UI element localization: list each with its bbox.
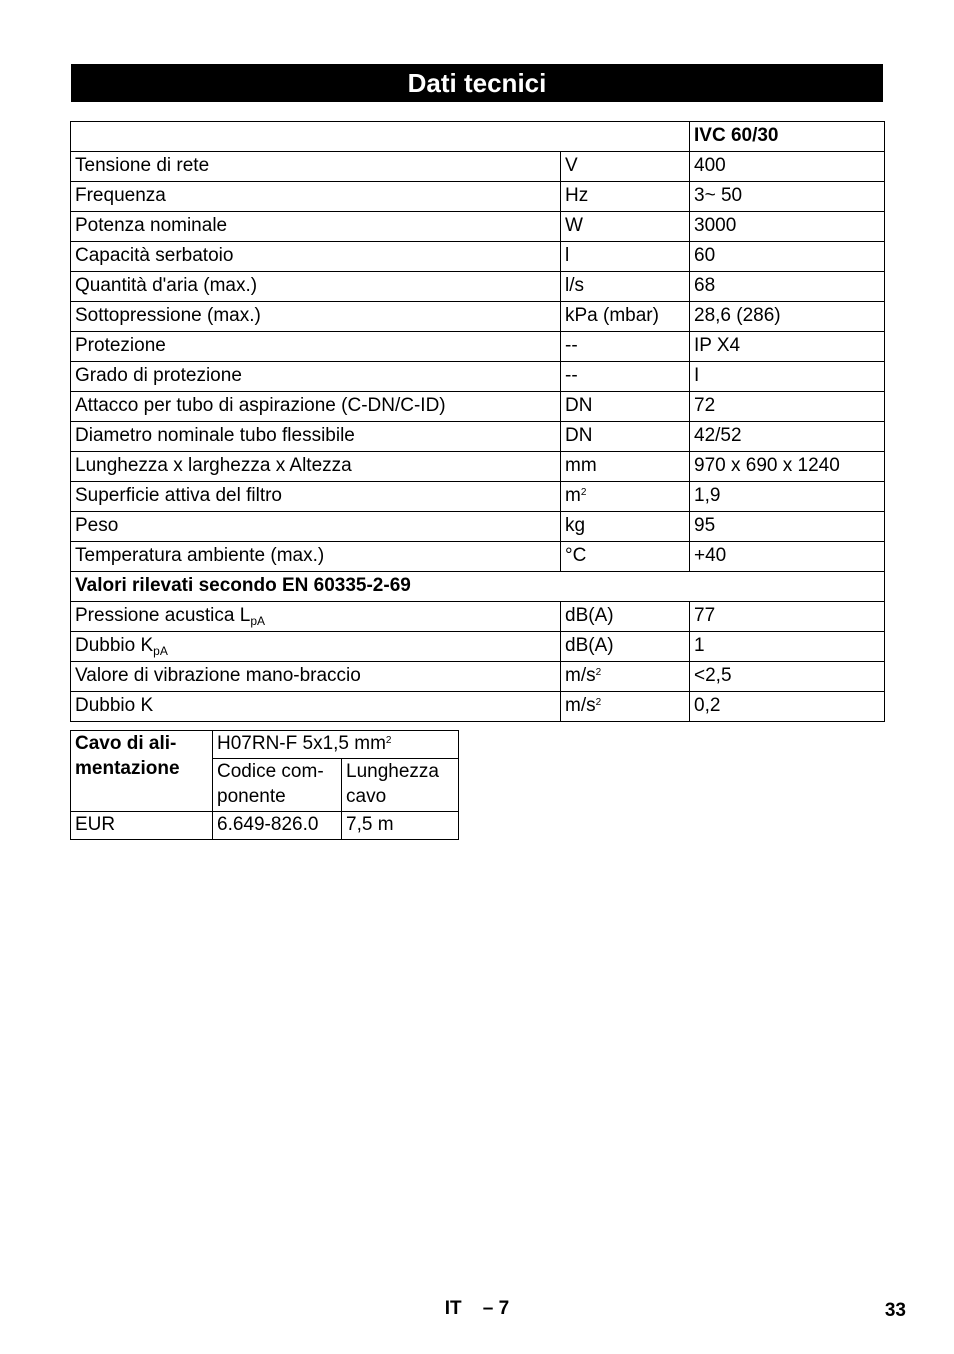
spec-unit: DN [561, 422, 690, 452]
spec-unit: -- [561, 362, 690, 392]
spec-label: Sottopressione (max.) [71, 302, 561, 332]
spec-value: +40 [690, 542, 885, 572]
power-cable-table [70, 730, 459, 840]
spec-label: Frequenza [71, 182, 561, 212]
header-empty-cell [71, 122, 690, 152]
technical-data-table [70, 121, 885, 722]
col-code-header: Codice com-ponente [213, 759, 342, 812]
spec-value: 28,6 (286) [690, 302, 885, 332]
table-row [71, 452, 885, 482]
spec-label: Attacco per tubo di aspirazione (C-DN/C-ID) [71, 392, 561, 422]
spec-unit: °C [561, 542, 690, 572]
spec-unit: kPa (mbar) [561, 302, 690, 332]
table-row [71, 332, 885, 362]
spec-unit: $m/s^2$ [561, 662, 690, 692]
spec-value: 3000 [690, 212, 885, 242]
spec-unit: l/s [561, 272, 690, 302]
spec-label: Dubbio $K_{pA}$ [71, 632, 561, 662]
spec-unit: $m^2$ [561, 482, 690, 512]
spec-label: Grado di protezione [71, 362, 561, 392]
spec-label: Diametro nominale tubo flessibile [71, 422, 561, 452]
footer-section [0, 1298, 954, 1320]
spec-label: Protezione [71, 332, 561, 362]
spec-unit: -- [561, 332, 690, 362]
spec-label: Potenza nominale [71, 212, 561, 242]
table-row [71, 242, 885, 272]
spec-unit: V [561, 152, 690, 182]
spec-label: Pressione acustica $L_{pA}$ [71, 602, 561, 632]
table-header-row [71, 122, 885, 152]
table-row [71, 152, 885, 182]
spec-label: Capacità serbatoio [71, 242, 561, 272]
table-row [71, 182, 885, 212]
page-number: 33 [884, 1300, 906, 1321]
section-header: Valori rilevati secondo EN 60335-2-69 [71, 572, 885, 602]
spec-value: 72 [690, 392, 885, 422]
table-row [71, 602, 885, 632]
table-row [71, 302, 885, 332]
spec-value: 1,9 [690, 482, 885, 512]
spec-value: 970 x 690 x 1240 [690, 452, 885, 482]
cable-header-row [71, 731, 459, 759]
spec-label: Tensione di rete [71, 152, 561, 182]
spec-unit: l [561, 242, 690, 272]
footer-section-number: – 7 [482, 1298, 510, 1319]
col-length-header: Lunghezza cavo [342, 759, 459, 812]
spec-label: Dubbio K [71, 692, 561, 722]
table-row [71, 662, 885, 692]
spec-label: Lunghezza x larghezza x Altezza [71, 452, 561, 482]
spec-unit: $m/s^2$ [561, 692, 690, 722]
model-header: IVC 60/30 [690, 122, 885, 152]
spec-value: 95 [690, 512, 885, 542]
spec-label: Temperatura ambiente (max.) [71, 542, 561, 572]
cable-code: 6.649-826.0 [213, 812, 342, 840]
table-row [71, 212, 885, 242]
table-row [71, 362, 885, 392]
cable-label: Cavo di ali-mentazione [71, 731, 213, 812]
table-row [71, 422, 885, 452]
spec-label: Valore di vibrazione mano-braccio [71, 662, 561, 692]
table-row [71, 812, 459, 840]
spec-value: 3~ 50 [690, 182, 885, 212]
spec-unit: Hz [561, 182, 690, 212]
table-row [71, 482, 885, 512]
table-row [71, 392, 885, 422]
spec-value: 68 [690, 272, 885, 302]
footer-lang: IT [444, 1298, 462, 1319]
spec-value: 42/52 [690, 422, 885, 452]
spec-unit: W [561, 212, 690, 242]
section-header-row [71, 572, 885, 602]
spec-value: 0,2 [690, 692, 885, 722]
spec-value: 400 [690, 152, 885, 182]
table-row [71, 512, 885, 542]
table-row [71, 542, 885, 572]
table-row [71, 692, 885, 722]
spec-unit: mm [561, 452, 690, 482]
table-row [71, 272, 885, 302]
cable-length: 7,5 m [342, 812, 459, 840]
table-row [71, 632, 885, 662]
spec-unit: dB(A) [561, 632, 690, 662]
cable-region: EUR [71, 812, 213, 840]
spec-value: <2,5 [690, 662, 885, 692]
spec-unit: DN [561, 392, 690, 422]
spec-value: IP X4 [690, 332, 885, 362]
spec-label: Superficie attiva del filtro [71, 482, 561, 512]
spec-label: Quantità d'aria (max.) [71, 272, 561, 302]
spec-unit: kg [561, 512, 690, 542]
page-title: Dati tecnici [71, 64, 883, 102]
spec-value: 60 [690, 242, 885, 272]
cable-type: H07RN-F 5x1,5 $mm^2$ [213, 731, 459, 759]
spec-unit: dB(A) [561, 602, 690, 632]
spec-label: Peso [71, 512, 561, 542]
spec-value: I [690, 362, 885, 392]
spec-value: 77 [690, 602, 885, 632]
spec-value: 1 [690, 632, 885, 662]
